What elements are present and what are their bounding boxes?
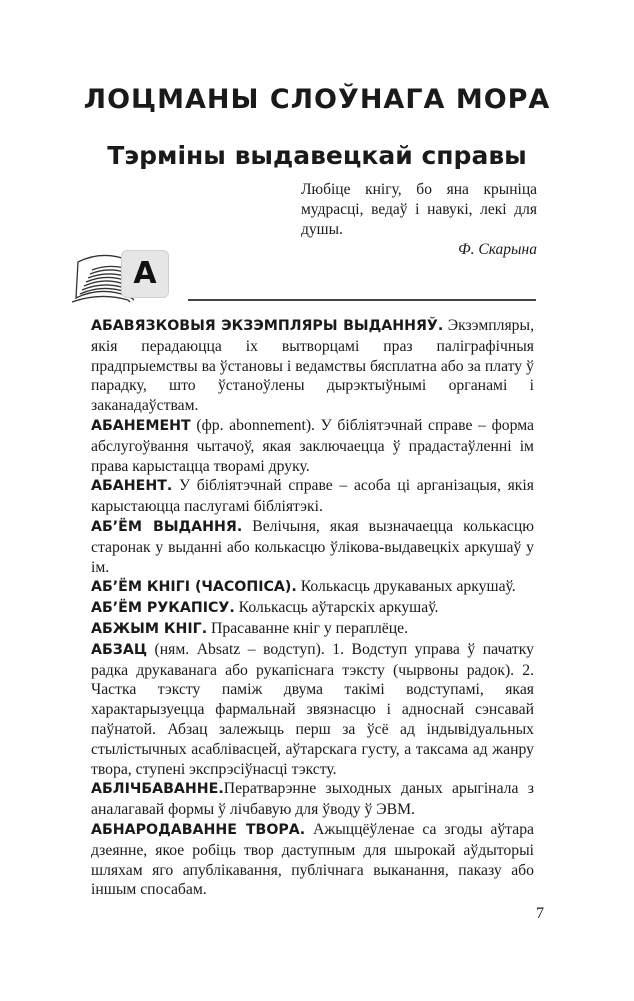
entry-definition: (фр. abonnement). У бібліятэчнай справе – форма абслугоўвання чытачоў, якая заключаецца ў прадастаўленні ім права карыстацца творамі друку.: [91, 416, 534, 475]
dictionary-entry: [91, 820, 534, 900]
entry-definition: Экзэмпляры, якія перадаюцца іх вытворцамі праз паліграфічныя прадпрыемствы ва ўстановы і ведамствы бясплатна або за плату ў парадку, што ўстаноўлены дырэктыўнымі органамі і заканадаўствам.: [91, 317, 534, 415]
dictionary-entries: [91, 316, 534, 900]
dictionary-entry: [91, 316, 534, 416]
section-letter-header: [70, 246, 536, 306]
entry-definition: Ператварэнне зыходных даных арыгінала з аналагавай формы ў лічбавую для ўводу ў ЭВМ.: [91, 780, 534, 819]
epigraph-author: Ф. Скарына: [458, 241, 537, 258]
entry-term: АБЖЫМ КНІГ.: [91, 620, 208, 637]
section-letter: А: [121, 250, 169, 298]
dictionary-entry: [91, 517, 534, 577]
entry-definition: (ням. Absatz – водступ). 1. Водступ управа ў пачатку радка друкаванага або рукапіснага тэксту (чырвоны радок). 2. Частка тэксту паміж двума такімі водступамі, якая характарызуецца фармальнай звязнасцю і адноснай сэнсавай паўнатой. Абзац залежыць перш за ўсё ад індывідуальных стылістычных асаблівасцей, аўтарскага густу, а таксама ад жанру твора, ступені экспрэсіўнасці тэксту.: [91, 640, 534, 778]
entry-definition: Велічыня, якая вызначаецца колькасцю старонак у выданні або колькасцю ўлікова-выдавецкіх аркушаў у ім.: [91, 517, 534, 576]
entry-definition: У бібліятэчнай справе – асоба ці арганізацыя, якія карыстаюцца паслугамі бібліятэкі.: [91, 477, 534, 516]
entry-term: АБНАРОДАВАННЕ ТВОРА.: [91, 821, 306, 838]
entry-term: АБ’ЁМ РУКАПІСУ.: [91, 600, 235, 617]
dictionary-entry: [91, 619, 534, 640]
entry-term: АБАНЕМЕНТ: [91, 417, 191, 434]
entry-term: АБЗАЦ: [91, 641, 148, 658]
entry-term: АБАНЕНТ.: [91, 478, 173, 495]
page-number: 7: [536, 905, 544, 922]
dictionary-entry: [91, 598, 534, 619]
entry-term: АБ’ЁМ КНІГІ (ЧАСОПІСА).: [91, 579, 297, 596]
epigraph-text: Любіце кнігу, бо яна крыніца мудрасці, ведаў і навукі, лекі для душы.: [301, 181, 537, 238]
page-title: ЛОЦМАНЫ СЛОЎНАГА МОРА: [83, 84, 551, 115]
page-subtitle: Тэрміны выдавецкай справы: [107, 141, 527, 170]
entry-definition: Колькасць аўтарскіх аркушаў.: [234, 599, 439, 617]
entry-definition: Прасаванне кніг у пераплёце.: [207, 619, 409, 637]
entry-definition: Ажыццёўленае са згоды аўтара дзеянне, якое робіць твор даступным для шырокай аўдыторыі шляхам яго апублікавання, публічнага выканання, паказу або іншым спосабам.: [91, 820, 534, 899]
section-divider: [188, 299, 536, 301]
entry-definition: Колькасць друкаваных аркушаў.: [296, 578, 516, 596]
dictionary-entry: [91, 640, 534, 780]
dictionary-entry: [91, 779, 534, 820]
dictionary-entry: [91, 577, 534, 598]
entry-term: АБАВЯЗКОВЫЯ ЭКЗЭМПЛЯРЫ ВЫДАННЯЎ.: [91, 318, 444, 334]
entry-term: АБ’ЁМ ВЫДАННЯ.: [91, 518, 243, 535]
dictionary-entry: [91, 416, 534, 476]
dictionary-entry: [91, 476, 534, 517]
entry-term: АБЛІЧБАВАННЕ.: [91, 781, 224, 798]
